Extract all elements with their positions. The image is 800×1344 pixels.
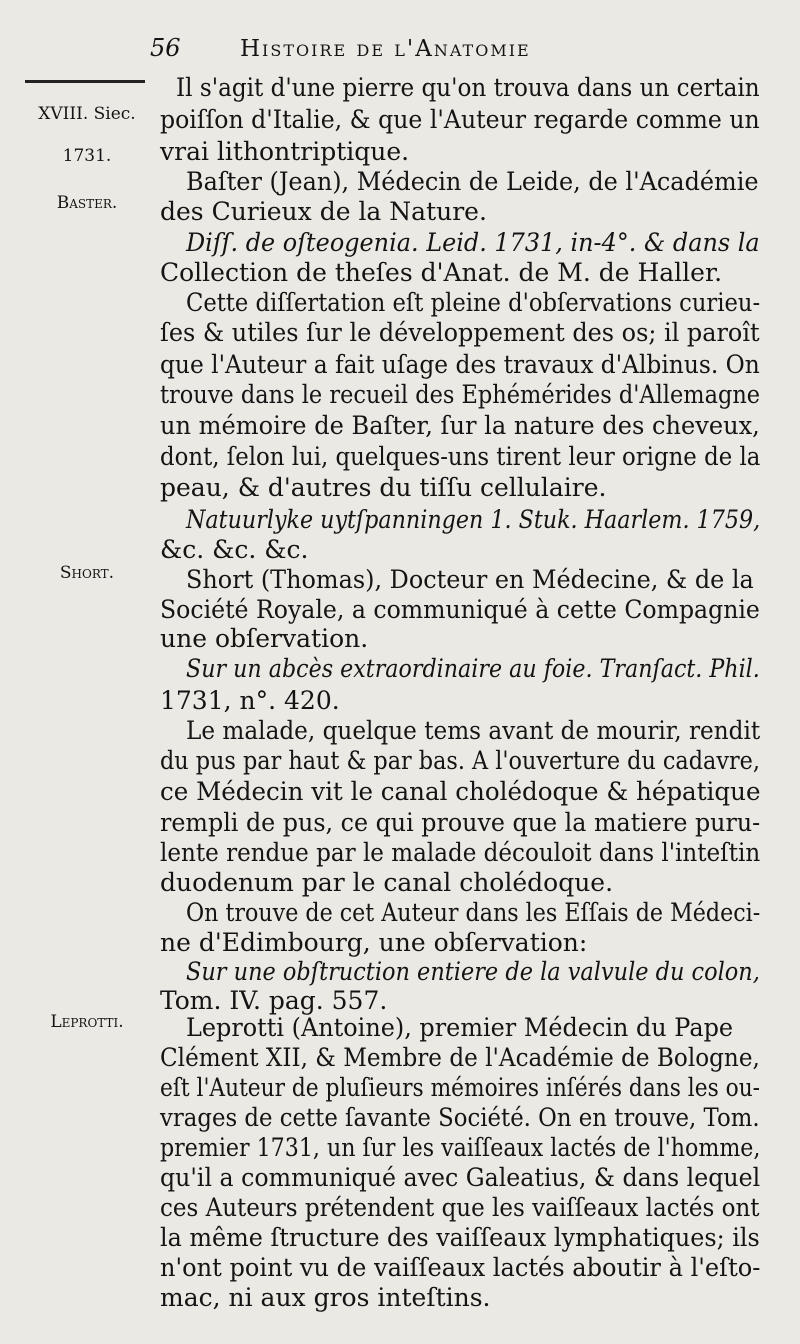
- margin-note-century: XVIII. Siec.: [38, 104, 136, 124]
- text-line: ces Auteurs prétendent que les vaiſſeaux lactés ont: [160, 1193, 760, 1222]
- text-line: n'ont point vu de vaiſſeaux lactés aboutir à l'eſto-: [160, 1253, 761, 1282]
- text-line: un mémoire de Baſter, ſur la nature des cheveux,: [160, 411, 760, 440]
- text-line: vrai lithontriptique.: [160, 137, 410, 166]
- text-line: Leprotti (Antoine), premier Médecin du Pape: [186, 1013, 734, 1042]
- text-line: ce Médecin vit le canal cholédoque & hépatique: [160, 777, 761, 806]
- text-line: lente rendue par le malade découloit dans l'inteſtin: [160, 838, 761, 867]
- running-header: [150, 34, 710, 74]
- running-title: Histoire de l'Anatomie: [240, 36, 531, 62]
- margin-note-baster: Baster.: [56, 193, 118, 213]
- text-line: eſt l'Auteur de pluſieurs mémoires inſérés dans les ou-: [160, 1073, 761, 1102]
- text-line: 1731, n°. 420.: [160, 686, 340, 715]
- page-number: 56: [150, 34, 181, 62]
- header-rule: [25, 80, 145, 83]
- text-line: rempli de pus, ce qui prouve que la matiere puru-: [160, 808, 761, 837]
- text-line: Collection de theſes d'Anat. de M. de Haller.: [160, 258, 723, 287]
- text-line: des Curieux de la Nature.: [160, 197, 487, 226]
- text-line: Il s'agit d'une pierre qu'on trouva dans un certain: [176, 73, 760, 102]
- text-line: Clément XII, & Membre de l'Académie de Bologne,: [160, 1043, 760, 1072]
- text-line: Sur un abcès extraordinaire au foie. Tranſact. Phil.: [186, 654, 760, 683]
- text-line: Baſter (Jean), Médecin de Leide, de l'Académie: [186, 167, 759, 196]
- text-line: qu'il a communiqué avec Galeatius, & dans lequel: [160, 1163, 761, 1192]
- text-line: Le malade, quelque tems avant de mourir, rendit: [186, 716, 761, 745]
- margin-note-leprotti: Leprotti.: [50, 1012, 124, 1032]
- text-line: dont, ſelon lui, quelques-uns tirent leur origne de la: [160, 442, 761, 471]
- text-line: On trouve de cet Auteur dans les Eſſais de Médeci-: [186, 898, 761, 927]
- text-line: Tom. IV. pag. 557.: [160, 986, 388, 1015]
- margin-note-year: 1731.: [62, 146, 112, 166]
- text-line: une obſervation.: [160, 624, 369, 653]
- text-line: que l'Auteur a fait uſage des travaux d'Albinus. On: [160, 350, 760, 379]
- text-line: Diſſ. de oſteogenia. Leid. 1731, in-4°. & dans la: [186, 228, 760, 257]
- text-line: vrages de cette ſavante Société. On en trouve, Tom.: [160, 1103, 760, 1132]
- text-line: la même ſtructure des vaiſſeaux lymphatiques; ils: [160, 1223, 760, 1252]
- text-line: Sur une obſtruction entiere de la valvule du colon,: [186, 957, 760, 986]
- text-line: Cette diſſertation eſt pleine d'obſervations curieu-: [186, 288, 761, 317]
- text-line: ne d'Edimbourg, une obſervation:: [160, 928, 588, 957]
- text-line: ſes & utiles ſur le développement des os; il paroît: [160, 318, 760, 347]
- text-line: mac, ni aux gros inteſtins.: [160, 1283, 491, 1312]
- text-line: Short (Thomas), Docteur en Médecine, & de la: [186, 565, 754, 594]
- text-line: &c. &c. &c.: [160, 535, 309, 564]
- text-line: trouve dans le recueil des Ephémérides d'Allemagne: [160, 380, 761, 409]
- text-line: poiſſon d'Italie, & que l'Auteur regarde comme un: [160, 105, 760, 134]
- text-line: du pus par haut & par bas. A l'ouverture du cadavre,: [160, 746, 760, 775]
- text-line: duodenum par le canal cholédoque.: [160, 868, 614, 897]
- text-line: premier 1731, un ſur les vaiſſeaux lactés de l'homme,: [160, 1133, 761, 1162]
- text-line: Société Royale, a communiqué à cette Compagnie: [160, 595, 760, 624]
- text-line: peau, & d'autres du tiſſu cellulaire.: [160, 473, 607, 502]
- text-line: Natuurlyke uytſpanningen 1. Stuk. Haarlem. 1759,: [186, 505, 761, 534]
- margin-note-short: Short.: [59, 563, 115, 583]
